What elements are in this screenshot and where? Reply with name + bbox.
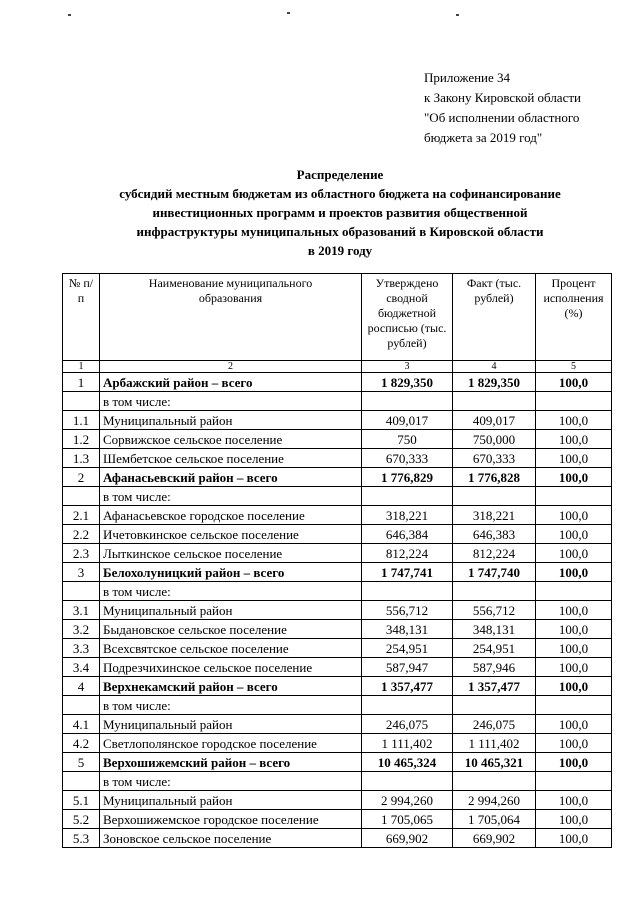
header-name: Наименование муниципального образования xyxy=(100,274,362,361)
title-line: субсидий местным бюджетам из областного бюджета на софинансирование xyxy=(119,186,561,201)
table-row xyxy=(63,677,612,696)
header-fact: Факт (тыс. рублей) xyxy=(453,274,536,361)
cell-fact: 246,075 xyxy=(453,715,536,734)
cell-approved: 1 705,065 xyxy=(362,810,453,829)
cell-fact: 670,333 xyxy=(453,449,536,468)
cell-approved: 1 111,402 xyxy=(362,734,453,753)
cell-num xyxy=(63,696,100,715)
column-index: 1 xyxy=(63,361,100,373)
cell-fact: 1 747,740 xyxy=(453,563,536,582)
cell-approved: 318,221 xyxy=(362,506,453,525)
cell-num: 3 xyxy=(63,563,100,582)
cell-num: 2.1 xyxy=(63,506,100,525)
cell-num: 3.3 xyxy=(63,639,100,658)
cell-fact: 348,131 xyxy=(453,620,536,639)
cell-fact: 1 776,828 xyxy=(453,468,536,487)
title-line: Распределение xyxy=(296,167,384,182)
cell-num: 1.3 xyxy=(63,449,100,468)
cell-num xyxy=(63,582,100,601)
table-row xyxy=(63,487,612,506)
cell-approved xyxy=(362,487,453,506)
cell-fact: 254,951 xyxy=(453,639,536,658)
cell-approved: 587,947 xyxy=(362,658,453,677)
cell-num: 5.2 xyxy=(63,810,100,829)
cell-approved xyxy=(362,696,453,715)
cell-name: Ичетовкинское сельское поселение xyxy=(100,525,362,544)
cell-name: Верхнекамский район – всего xyxy=(100,677,362,696)
table-row xyxy=(63,810,612,829)
cell-fact: 556,712 xyxy=(453,601,536,620)
cell-percent: 100,0 xyxy=(536,449,612,468)
cell-name: в том числе: xyxy=(100,696,362,715)
cell-percent: 100,0 xyxy=(536,525,612,544)
cell-name: Муниципальный район xyxy=(100,411,362,430)
cell-fact: 1 829,350 xyxy=(453,373,536,392)
table-row xyxy=(63,506,612,525)
cell-percent: 100,0 xyxy=(536,430,612,449)
annex-reference xyxy=(424,68,624,148)
table-row xyxy=(63,525,612,544)
table-row xyxy=(63,392,612,411)
table-row xyxy=(63,373,612,392)
cell-fact: 1 111,402 xyxy=(453,734,536,753)
cell-fact xyxy=(453,696,536,715)
table-row xyxy=(63,411,612,430)
cell-approved xyxy=(362,392,453,411)
cell-approved: 556,712 xyxy=(362,601,453,620)
cell-num xyxy=(63,487,100,506)
table-row xyxy=(63,449,612,468)
cell-approved: 2 994,260 xyxy=(362,791,453,810)
cell-percent: 100,0 xyxy=(536,544,612,563)
cell-num: 1.2 xyxy=(63,430,100,449)
scan-speck xyxy=(287,12,290,14)
cell-fact: 587,946 xyxy=(453,658,536,677)
table-row xyxy=(63,544,612,563)
table-row xyxy=(63,430,612,449)
cell-name: Быдановское сельское поселение xyxy=(100,620,362,639)
cell-name: в том числе: xyxy=(100,392,362,411)
cell-name: Всехсвятское сельское поселение xyxy=(100,639,362,658)
annex-line: "Об исполнении областного xyxy=(424,110,580,125)
table-row xyxy=(63,620,612,639)
cell-num: 1 xyxy=(63,373,100,392)
cell-approved: 1 776,829 xyxy=(362,468,453,487)
cell-approved xyxy=(362,582,453,601)
table-row xyxy=(63,772,612,791)
cell-percent: 100,0 xyxy=(536,715,612,734)
cell-approved xyxy=(362,772,453,791)
cell-num xyxy=(63,772,100,791)
cell-percent: 100,0 xyxy=(536,373,612,392)
cell-percent: 100,0 xyxy=(536,677,612,696)
cell-fact: 750,000 xyxy=(453,430,536,449)
cell-approved: 246,075 xyxy=(362,715,453,734)
table-row xyxy=(63,658,612,677)
cell-name: Муниципальный район xyxy=(100,601,362,620)
cell-approved: 1 357,477 xyxy=(362,677,453,696)
cell-num: 2.2 xyxy=(63,525,100,544)
cell-name: Муниципальный район xyxy=(100,715,362,734)
table-row xyxy=(63,563,612,582)
header-percent: Процент исполнения (%) xyxy=(536,274,612,361)
cell-percent: 100,0 xyxy=(536,734,612,753)
column-index: 5 xyxy=(536,361,612,373)
cell-name: Афанасьевский район – всего xyxy=(100,468,362,487)
table-row xyxy=(63,829,612,848)
cell-approved: 409,017 xyxy=(362,411,453,430)
cell-num: 4.1 xyxy=(63,715,100,734)
title-line: инвестиционных программ и проектов развития общественной xyxy=(152,205,528,220)
cell-fact xyxy=(453,772,536,791)
document-title xyxy=(40,165,640,260)
column-index: 3 xyxy=(362,361,453,373)
cell-fact: 812,224 xyxy=(453,544,536,563)
cell-num xyxy=(63,392,100,411)
table-row xyxy=(63,639,612,658)
table-row xyxy=(63,715,612,734)
column-index: 2 xyxy=(100,361,362,373)
cell-name: Подрезчихинское сельское поселение xyxy=(100,658,362,677)
cell-num: 3.2 xyxy=(63,620,100,639)
cell-num: 4 xyxy=(63,677,100,696)
table-row xyxy=(63,791,612,810)
cell-percent: 100,0 xyxy=(536,563,612,582)
cell-percent xyxy=(536,487,612,506)
cell-approved: 669,902 xyxy=(362,829,453,848)
cell-approved: 750 xyxy=(362,430,453,449)
annex-line: Приложение 34 xyxy=(424,70,511,85)
cell-percent: 100,0 xyxy=(536,411,612,430)
cell-approved: 670,333 xyxy=(362,449,453,468)
cell-name: Верхошижемское городское поселение xyxy=(100,810,362,829)
cell-name: Лыткинское сельское поселение xyxy=(100,544,362,563)
cell-percent xyxy=(536,772,612,791)
cell-num: 3.1 xyxy=(63,601,100,620)
cell-name: Афанасьевское городское поселение xyxy=(100,506,362,525)
column-index: 4 xyxy=(453,361,536,373)
table-row xyxy=(63,468,612,487)
table-row xyxy=(63,696,612,715)
cell-percent xyxy=(536,392,612,411)
cell-num: 2 xyxy=(63,468,100,487)
cell-fact: 318,221 xyxy=(453,506,536,525)
cell-percent: 100,0 xyxy=(536,658,612,677)
cell-num: 5 xyxy=(63,753,100,772)
cell-name: Арбажский район – всего xyxy=(100,373,362,392)
scan-speck xyxy=(456,14,459,16)
cell-name: Верхошижемский район – всего xyxy=(100,753,362,772)
cell-fact: 2 994,260 xyxy=(453,791,536,810)
title-line: в 2019 году xyxy=(307,243,373,258)
cell-fact: 409,017 xyxy=(453,411,536,430)
cell-percent: 100,0 xyxy=(536,601,612,620)
cell-name: в том числе: xyxy=(100,487,362,506)
cell-fact xyxy=(453,582,536,601)
cell-approved: 1 747,741 xyxy=(362,563,453,582)
cell-num: 3.4 xyxy=(63,658,100,677)
cell-name: Шембетское сельское поселение xyxy=(100,449,362,468)
title-line: инфраструктуры муниципальных образований в Кировской области xyxy=(136,224,544,239)
subsidy-table xyxy=(62,273,612,848)
header-row xyxy=(63,274,612,361)
cell-name: в том числе: xyxy=(100,772,362,791)
table-body xyxy=(63,373,612,848)
cell-percent: 100,0 xyxy=(536,506,612,525)
header-num: № п/п xyxy=(63,274,100,361)
cell-percent: 100,0 xyxy=(536,753,612,772)
cell-approved: 348,131 xyxy=(362,620,453,639)
cell-num: 5.1 xyxy=(63,791,100,810)
cell-fact xyxy=(453,392,536,411)
cell-name: Белохолуницкий район – всего xyxy=(100,563,362,582)
cell-num: 2.3 xyxy=(63,544,100,563)
cell-approved: 10 465,324 xyxy=(362,753,453,772)
cell-name: в том числе: xyxy=(100,582,362,601)
scan-speck xyxy=(68,14,71,16)
table-row xyxy=(63,582,612,601)
cell-percent: 100,0 xyxy=(536,810,612,829)
cell-percent xyxy=(536,582,612,601)
header-approved: Утверждено сводной бюджетной росписью (тыс. рублей) xyxy=(362,274,453,361)
cell-num: 5.3 xyxy=(63,829,100,848)
cell-percent: 100,0 xyxy=(536,468,612,487)
table-row xyxy=(63,734,612,753)
cell-fact: 646,383 xyxy=(453,525,536,544)
annex-line: бюджета за 2019 год" xyxy=(424,130,543,145)
cell-num: 1.1 xyxy=(63,411,100,430)
table-row xyxy=(63,601,612,620)
cell-approved: 1 829,350 xyxy=(362,373,453,392)
cell-fact: 1 705,064 xyxy=(453,810,536,829)
column-index-row xyxy=(63,361,612,373)
cell-approved: 254,951 xyxy=(362,639,453,658)
cell-fact: 10 465,321 xyxy=(453,753,536,772)
cell-percent: 100,0 xyxy=(536,829,612,848)
cell-fact: 1 357,477 xyxy=(453,677,536,696)
cell-fact xyxy=(453,487,536,506)
cell-name: Зоновское сельское поселение xyxy=(100,829,362,848)
cell-fact: 669,902 xyxy=(453,829,536,848)
cell-approved: 646,384 xyxy=(362,525,453,544)
cell-name: Муниципальный район xyxy=(100,791,362,810)
annex-line: к Закону Кировской области xyxy=(424,90,581,105)
cell-name: Светлополянское городское поселение xyxy=(100,734,362,753)
cell-name: Сорвижское сельское поселение xyxy=(100,430,362,449)
cell-percent: 100,0 xyxy=(536,620,612,639)
cell-num: 4.2 xyxy=(63,734,100,753)
cell-percent xyxy=(536,696,612,715)
cell-percent: 100,0 xyxy=(536,791,612,810)
table-row xyxy=(63,753,612,772)
cell-percent: 100,0 xyxy=(536,639,612,658)
cell-approved: 812,224 xyxy=(362,544,453,563)
